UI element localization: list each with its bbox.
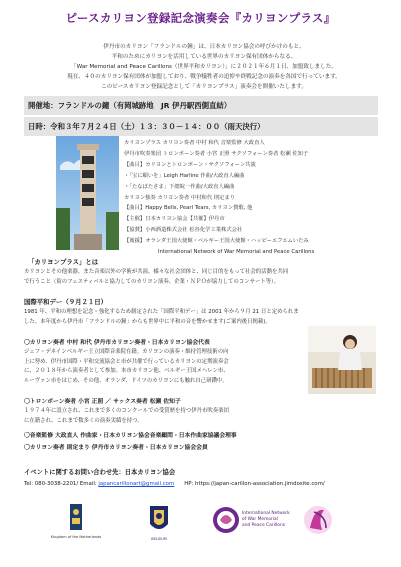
network-name: and Peace Carillons: [242, 523, 286, 528]
intro-line: 「War Memorial and Peace Carillons（世界平和カリヨン）」に２０２１年６月１日、加盟致しました。: [71, 64, 337, 70]
program-line: 【曲目】Happy Bells, Pearl Tears, カリヨン賛歌, 他: [124, 205, 253, 212]
carillon-tower-photo: [56, 136, 119, 250]
performer1-bio: [24, 348, 304, 386]
program-line: カリヨン独奏 カリヨン奏者 中村和代 則定まり: [124, 194, 235, 201]
performer2-heading: 〇トロンボーン奏者 小宮 正照 ／ サックス奏者 松瀬 佐知子: [24, 399, 181, 405]
japan-carillon-association-logo: [304, 506, 332, 534]
performer3-heading: 〇カリヨン奏者 則定まり 伊丹市カリヨン奏者・日本カリヨン協会会員: [24, 445, 208, 451]
network-name: International Network: [242, 511, 290, 516]
performer1-heading: 〇カリヨン奏者 中村 和代 伊丹市カリヨン奏者・日本カリヨン協会代表: [24, 340, 210, 346]
contact-heading: イベントに関するお問い合わせ先：日本カリヨン協会: [24, 469, 176, 476]
intro-text: [24, 42, 384, 92]
program-line: ・「宝に願いを」Leigh Harline 作曲/大政直人編曲: [124, 172, 245, 179]
email-link[interactable]: japancarillonart@gmail.com: [98, 481, 175, 487]
about-body: [24, 268, 380, 287]
venue-banner: 開催地：フランドルの鐘（有岡城跡地 JR 伊丹駅西側直結）: [24, 96, 378, 115]
program-line: 【曲目】カリヨンとトロンボーン・サクソフォーン共演: [124, 161, 256, 168]
website-text: HP: https://japan-carillon-association.jimdosite.com/: [184, 481, 325, 487]
belgium-crest-logo: [150, 506, 168, 541]
netherlands-logo: [51, 504, 102, 539]
sponsor-logos: [0, 498, 401, 558]
carillon-player-photo: [308, 326, 376, 394]
program-line: カリヨンプラス カリヨン奏者 中村 和代 音楽監修 大政直人: [124, 140, 265, 146]
program-line: 【後援】オランダ王国大使館・ベルギー王国大使館・ハッピーエフエムいたみ: [124, 238, 309, 245]
bio-line: に、２０１８年から演奏者として参加。本市カリヨン他、ベルギー王国メヘレン市、: [24, 368, 229, 375]
network-logo: [213, 507, 290, 533]
peace-day-body: [24, 308, 380, 327]
network-name: of War Memorial: [242, 517, 278, 522]
intro-line: 平和のためにカリヨンを活用している世界のカリヨン保有団体からなる、: [111, 54, 297, 60]
date-banner: 日時：令和３年７月２４日（土）１３：３０－１４：００（雨天決行）: [24, 117, 378, 136]
music-supervisor-heading: 〇音楽監修 大政直人 作曲家・日本カリヨン協会音楽顧問・日本作曲家協議会理事: [24, 433, 237, 439]
program-line: 伊丹市吹奏楽団 トロンボーン奏者 小宮 正照 サクソフォーン奏者 松瀬 佐知子: [124, 150, 309, 157]
program-line: 【協賛】小西酒造株式会社 松谷化学工業株式会社: [124, 227, 243, 234]
bio-line: １９７４年に設立され、これまで多くのコンクールでの受賞歴を持つ伊丹市吹奏楽団: [24, 408, 229, 414]
bio-line: 上に努め、伊丹市国際・平和交流協会と市が共催で行っているカリヨンの定期演奏会: [24, 358, 229, 365]
performer2-bio: [24, 407, 304, 426]
bio-line: に在籍され、これまで数多くの演奏実績を持つ。: [24, 417, 143, 424]
intro-line: 伊丹市のカリヨン「フランドルの鐘」は、日本カリヨン協会の呼びかけのもと、: [103, 44, 305, 50]
bio-line: ジェフ・デネインベルギー王立国際音楽院在籍。カリヨンの演奏・維持管理技術の向: [24, 349, 229, 355]
peace-line: した。本年度から伊丹市「フランドルの鐘」からも世界中に平和の音を響かせます(ご案内後日掲載)。: [24, 318, 271, 325]
program-line: International Network of War Memorial and Peace Carillons: [158, 249, 315, 256]
about-line: で行うこと（街のフェスティバルと協力してのカリヨン演奏、企業・ＮＰＯが協力してのコンサート等）。: [24, 278, 280, 285]
contact-info: [24, 481, 325, 487]
netherlands-caption: Kingdom of the Netherlands: [50, 535, 102, 539]
peace-line: 1981 年、平和の理想を記念・強化するため制定された「国際平和デー」は 2001 年から９月 21 日と定められま: [24, 309, 299, 315]
page-title: ピースカリヨン登録記念演奏会『カリヨンプラス』: [65, 11, 336, 25]
peace-day-heading: 国際平和デー（９月２１日）: [24, 298, 108, 306]
intro-line: このピースカリヨン登録記念として「カリヨンプラス」演奏会を開催いたします。: [101, 84, 307, 90]
intro-line: 現在、４０のカリヨン保有団体が加盟しており、戦争犠牲者の追悼や終戦記念の演奏を各国で行っています。: [67, 74, 341, 80]
bio-line: ルーヴァン市をはじめ、その他、オランダ、ドイツのカリヨンにも触れ自己研鑽中。: [24, 377, 228, 384]
contact-tel: Tel: 080-3038-2201/ Email:: [24, 481, 99, 487]
about-heading: 「カリヨンプラス」とは: [28, 258, 99, 266]
program-line: ・「たなばたさま」下總皖一作曲/大政直人編曲: [124, 183, 235, 190]
about-line: カリヨンとその他楽器、また音楽以外の学術が共演、様々な社会団体と、同じ目的をもって社会的活動を共同: [24, 269, 289, 275]
belgium-caption: BELGIUM: [151, 537, 167, 541]
program-line: 【主催】日本カリヨン協会【共催】伊丹市: [124, 216, 225, 223]
program-details: [124, 138, 386, 258]
